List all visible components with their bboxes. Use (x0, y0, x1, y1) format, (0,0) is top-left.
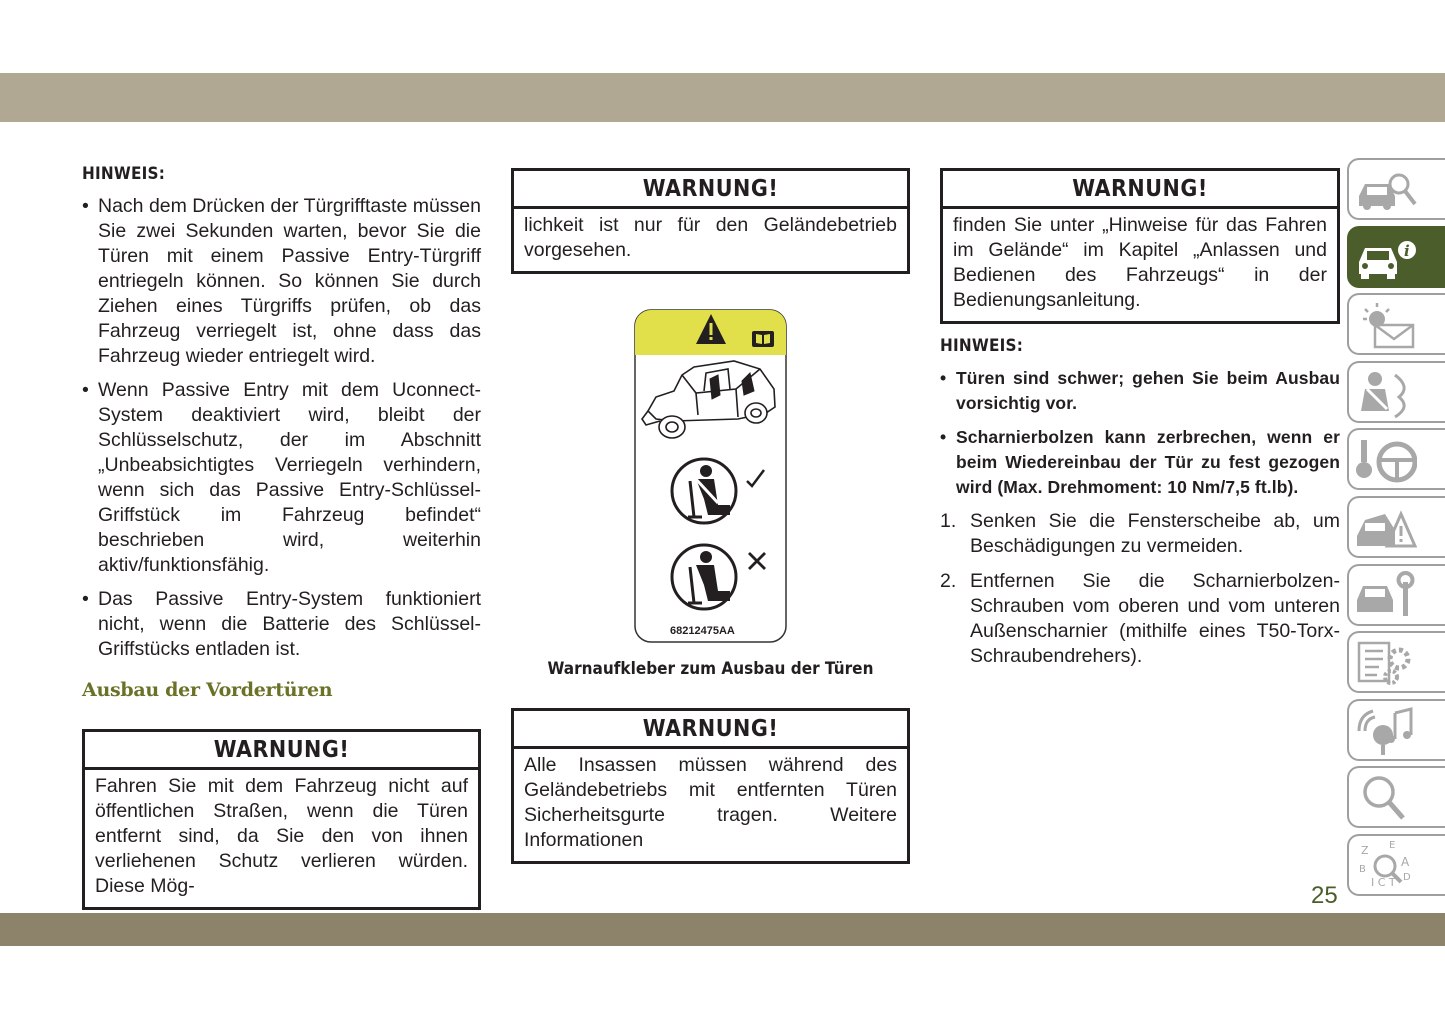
warning-text: lichkeit ist nur für den Geländebetrieb vorgesehen. (524, 214, 897, 261)
step-item (940, 509, 1340, 559)
specifications-gear-icon (1355, 637, 1417, 689)
note-label: HINWEIS: (82, 164, 166, 184)
warning-lights-message-icon (1355, 299, 1417, 351)
tab-index[interactable] (1347, 834, 1445, 896)
list-item: • Nach dem Drücken der Türgrifftaste müssen Sie zwei Sekunden warten, bevor Sie die Türen mit einem Passive Entry-Türgriff entriegeln können. So können Sie durch Ziehen eines Türgriffs prüfen, ob das Fahrzeug verriegelt ist, ohne dass das Fahrzeug wieder entriegelt wird. (82, 194, 481, 369)
warning-title: WARNUNG! (85, 732, 478, 770)
tab-safety[interactable] (1347, 361, 1445, 423)
step-text: Senken Sie die Fensterscheibe ab, um Beschädigungen zu vermeiden. (970, 510, 1340, 557)
column-middle-lower (511, 708, 910, 864)
car-service-wrench-icon (1355, 570, 1417, 622)
warning-box (511, 708, 910, 864)
warning-text: Alle Insassen müssen während des Geländebetriebs mit entfernten Türen Sicherheitsgurte tragen. Weitere Informationen (524, 754, 897, 851)
header-band (0, 73, 1445, 122)
list-item: • Das Passive Entry-System funktioniert nicht, wenn die Batterie des Schlüssel-Griffstücks entladen ist. (82, 587, 481, 662)
step-number: 1. (940, 510, 957, 532)
tab-specifications[interactable] (1347, 631, 1445, 693)
warning-text: finden Sie unter „Hinweise für das Fahren im Gelände“ im Kapitel „Anlassen und Bedienen des Fahrzeugs“ in der Bedienungsanleitung. (953, 214, 1327, 311)
list-item: • Wenn Passive Entry mit dem Uconnect-System deaktiviert wird, bleibt der Schlüsselschutz, der im Abschnitt „Unbeabsichtigtes Verriegeln verhindern, wenn sich das Passive Entry-Schlüssel-Griffstück im Fahrzeug befindet“ beschrieben wird, weiterhin aktiv/funktionsfähig. (82, 378, 481, 578)
svg-text:B: B (1359, 863, 1366, 875)
note-list (940, 366, 1340, 500)
alphabetical-index-icon (1355, 840, 1417, 892)
warning-box (511, 168, 910, 274)
car-search-icon (1355, 164, 1417, 216)
svg-text:I C T: I C T (1371, 875, 1396, 889)
warning-box (82, 729, 481, 910)
section-heading: Ausbau der Vordertüren (82, 679, 333, 701)
airbag-safety-icon (1355, 367, 1417, 419)
list-item: • Türen sind schwer; gehen Sie beim Ausbau vorsichtig vor. (940, 366, 1340, 416)
warning-title: WARNUNG! (943, 171, 1337, 209)
multimedia-music-icon (1355, 705, 1417, 757)
tab-search[interactable] (1347, 766, 1445, 828)
warning-title: WARNUNG! (514, 711, 907, 749)
column-left (82, 162, 481, 910)
manual-book-icon (752, 331, 774, 347)
tab-warning-lights[interactable] (1347, 293, 1445, 355)
svg-text:i: i (1404, 241, 1410, 260)
list-item: • Scharnierbolzen kann zerbrechen, wenn er beim Wiedereinbau der Tür zu fest gezogen wird (Max. Drehmoment: 10 Nm/7,5 ft.lb). (940, 425, 1340, 500)
tab-car-search[interactable] (1347, 158, 1445, 220)
procedure-steps (940, 509, 1340, 669)
tab-emergency[interactable] (1347, 496, 1445, 558)
tab-starting-operating[interactable] (1347, 428, 1445, 490)
roadside-emergency-icon (1355, 502, 1417, 554)
footer-band (0, 913, 1445, 946)
warning-text: Fahren Sie mit dem Fahrzeug nicht auf öffentlichen Straßen, wenn die Türen entfernt sind, da Sie den von ihnen verliehenen Schutz verlieren würden. Diese Mög- (95, 775, 468, 897)
tab-car-info[interactable] (1347, 226, 1445, 288)
column-middle (511, 168, 910, 274)
step-item (940, 569, 1340, 669)
warning-box (940, 168, 1340, 324)
tab-multimedia[interactable] (1347, 699, 1445, 761)
note-list (82, 194, 481, 662)
figure-caption: Warnaufkleber zum Ausbau der Türen (547, 659, 874, 679)
note-label: HINWEIS: (940, 336, 1024, 356)
step-text: Entfernen Sie die Scharnierbolzen-Schrauben vom oberen und vom unteren Außenscharnier (mithilfe eines T50-Torx-Schraubendrehers). (970, 570, 1340, 667)
svg-text:D: D (1403, 871, 1411, 883)
search-index-icon (1355, 772, 1417, 824)
page-number: 25 (1311, 882, 1338, 909)
svg-text:A: A (1401, 854, 1410, 869)
key-steering-wheel-icon (1355, 434, 1417, 486)
column-right (940, 168, 1340, 679)
warning-title: WARNUNG! (514, 171, 907, 209)
car-info-icon (1355, 232, 1417, 284)
tab-service[interactable] (1347, 564, 1445, 626)
step-number: 2. (940, 570, 957, 592)
chapter-tabs (1347, 158, 1445, 902)
svg-text:E: E (1389, 839, 1396, 851)
svg-text:Z: Z (1361, 843, 1369, 857)
sticker-part-number: 68212475AA (670, 625, 735, 637)
door-removal-warning-sticker (634, 309, 787, 643)
